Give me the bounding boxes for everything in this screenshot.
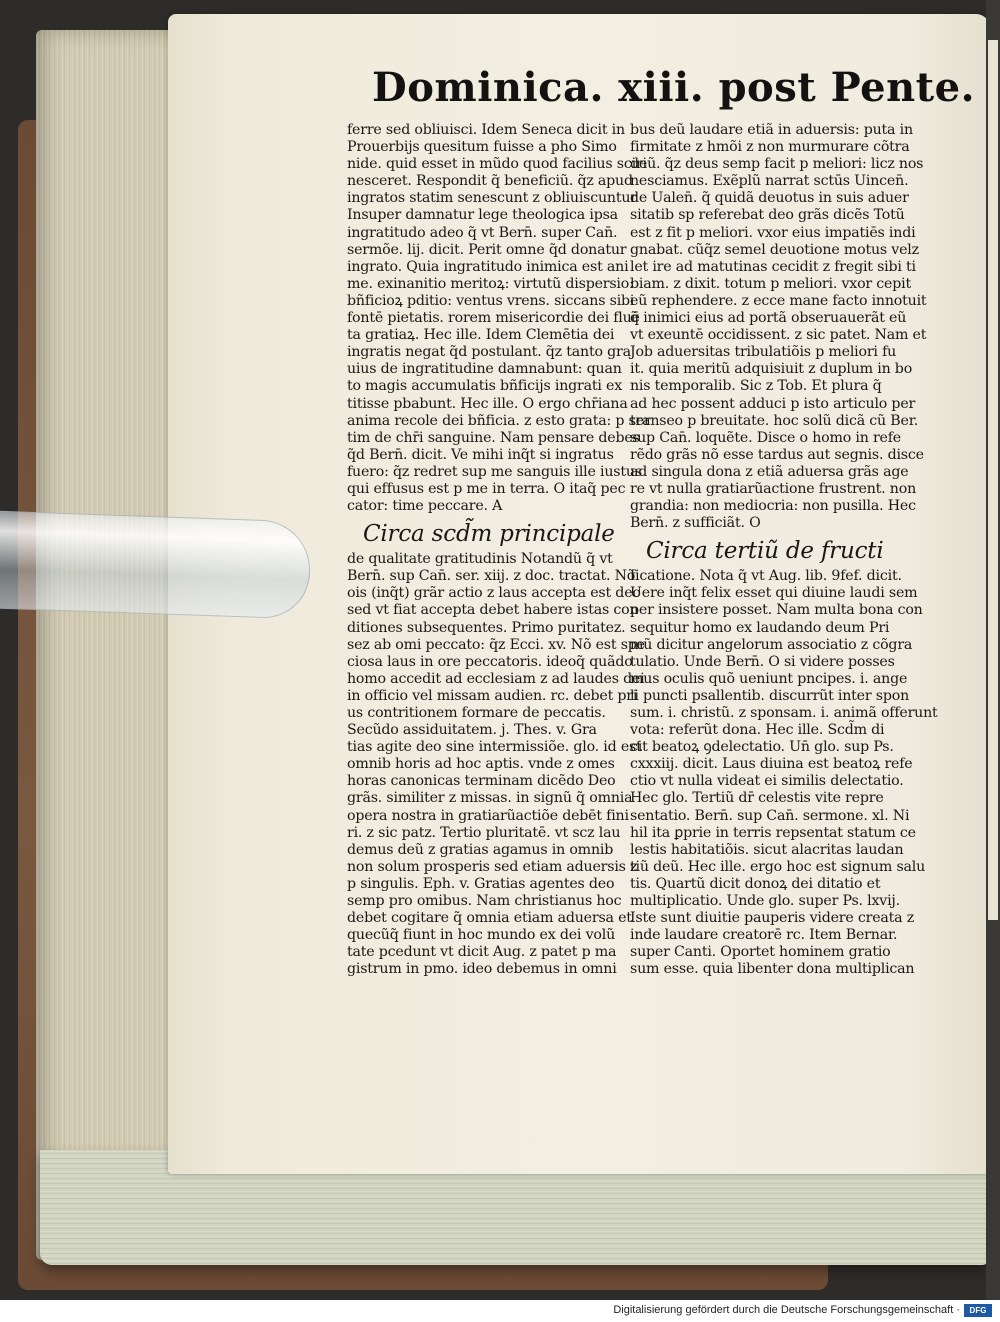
text-line: rẽdo grãs nõ esse tardus aut segnis. disce [630,446,924,463]
digitization-footer [0,1300,1000,1322]
text-line: ri. z sic patz. Tertio pluritatē. vt scz lau [347,824,621,841]
text-line: to magis accumulatis bñficijs ingrati ex [347,378,623,395]
text-line: sum esse. quia libenter dona multiplican [630,961,915,978]
text-line: sequitur homo ex laudando deum Pri [630,619,890,636]
text-line: sermõe. lij. dicit. Perit omne q̃d donatur [347,241,627,258]
text-line: ta gratiaꝝ. Hec ille. Idem Clemētia dei [347,327,615,344]
right-column-heading: Circa tertiũ de fructi [646,538,884,565]
text-line: hil ita ꝑprie in terris repsentat statum ce [630,824,916,841]
left-column-block-a [347,122,651,515]
text-line: q̃d Bern̄. dicit. Ve mihi inq̃t si ingratus [347,446,614,463]
text-line: gistrum in pmo. ideo debemus in omni [347,961,617,978]
text-line: nis temporalib. Sic z Tob. Et plura q̃ [630,378,882,395]
right-column-block-b [630,568,938,978]
text-line: cxxxiij. dicit. Laus diuina est beatoꝝ refe [630,756,913,773]
text-line: tate pcedunt vt dicit Aug. z patet p ma [347,944,617,961]
text-line: ois (inq̃t) grãr actio z laus accepta est deo [347,585,641,602]
text-line: anima recole dei bñficia. z esto grata: p ser [347,412,651,429]
footer-credit: Digitalisierung gefördert durch die Deutsche Forschungsgemeinschaft · [613,1304,960,1316]
text-line: let ire ad matutinas cecidit z fregit sibi ti [630,258,916,275]
text-line: vota: referũt dona. Hec ille. Scd̃m di [630,722,885,739]
text-line: bus deũ laudare etiã in aduersis: puta in [630,122,913,138]
text-line: qui effusus est p me in terra. O itaq̃ pec [347,480,626,497]
text-line: ingrato. Quia ingratitudo inimica est ani [347,258,629,275]
text-line: re vt nulla gratiarũactione frustrent. non [630,480,917,497]
text-line: nesceret. Respondit q̃ beneficiũ. q̃z apud [347,173,633,190]
text-line: ctio vt nulla videat ei similis delectatio. [630,773,904,790]
text-line: sentatio. Bern̄. sup Can̄. sermone. xl. Ni [630,807,910,824]
text-line: ingratos statim senescunt z obliuiscuntur [347,190,637,207]
text-line: sez ab omi peccato: q̃z Ecci. xv. Nõ est spe [347,636,645,653]
text-line: tis. Quartũ dicit donoꝝ dei ditatio et [630,875,881,892]
text-line: ad singula dona z etiã aduersa grãs age [630,463,909,480]
text-line: ferre sed obliuisci. Idem Seneca dicit in [347,122,625,138]
text-line: mus oculis quõ ueniunt pncipes. i. ange [630,670,908,687]
text-line: Bern̄. z sufficiãt. O [630,515,761,532]
text-line: nide. quid esset in mũdo quod facilius sciri [347,156,647,173]
text-line: tias agite deo sine intermissiõe. glo. id est [347,739,642,756]
text-line: cit beatoꝝ ꝯdelectatio. Un̄ glo. sup Ps. [630,739,894,756]
text-line: vt exeuntē occidissent. z sic patet. Nam et [630,327,927,344]
text-line: per insistere posset. Nam multa bona con [630,602,923,619]
text-line: Job aduersitas tribulatiõis p meliori fu [630,344,897,361]
text-line: eũ rephendere. z ecce mane facto innotuit [630,292,927,309]
text-line: tim de chr̄i sanguine. Nam pensare debes [347,429,640,446]
text-line: Iste sunt diuitie pauperis videre creata z [630,910,915,927]
adjacent-page-edge [988,40,998,920]
text-line: p singulis. Eph. v. Gratias agentes deo [347,875,615,892]
text-line: sup Can̄. loquẽte. Disce o homo in refe [630,429,901,446]
text-line: grãs. similiter z missas. in signũ q̃ omnia [347,790,633,807]
text-line: lestis habitatiõis. sicut alacritas laudan [630,841,904,858]
text-line: ingratitudo adeo q̃ vt Bern̄. super Can̄. [347,224,618,241]
text-line: fuero: q̃z redret sup me sanguis ille iustus [347,463,642,480]
text-line: multiplicatio. Unde glo. super Ps. lxvij. [630,893,900,910]
right-column [630,122,938,979]
text-line: deũ. q̃z deus semp facit p meliori: licz nos [630,156,924,173]
text-line: it. quia meritũ adquisiuit z duplum in bo [630,361,913,378]
text-line: transeo p breuitate. hoc solũ dicã cũ Ber. [630,412,919,429]
text-line: biam. z dixit. totum p meliori. vxor cepit [630,275,911,292]
text-line: Hec glo. Tertiũ dr̄ celestis vite repre [630,790,884,807]
text-line: in officio vel missam audien. rc. debet pri [347,687,638,704]
right-column-block-a [630,122,927,532]
text-line: quecũq̃ fiunt in hoc mundo ex dei volũ [347,927,616,944]
text-line: demus deũ z gratias agamus in omnib [347,841,614,858]
text-line: de Ualen̄. q̃ quidã deuotus in suis aduer [630,190,909,207]
left-column-block-b [347,551,645,978]
text-line: debet cogitare q̃ omnia etiam aduersa et [347,910,632,927]
text-line: titisse pbabunt. Hec ille. O ergo chr̄iana [347,395,628,412]
text-line: omnib horis ad hoc aptis. vnde z omes [347,756,615,773]
text-line: li puncti psallentib. discurrũt inter spon [630,687,910,704]
text-line: me. exinanitio meritoꝝ: virtutũ dispersio: [347,275,634,292]
text-line: sum. i. christũ. z sponsam. i. animã offerunt [630,705,938,721]
left-column-heading: Circa scd̃m principale [363,521,615,548]
left-column [347,122,651,979]
text-line: uius de ingratitudine damnabunt: quan [347,361,622,378]
text-line: fontē pietatis. rorem misericordie dei fluē [347,310,640,327]
dfg-logo-icon: DFG [964,1304,992,1317]
text-line: non solum prosperis sed etiam aduersis z [347,858,638,875]
text-line: ditiones subsequentes. Primo puritatez. [347,619,626,636]
text-line: ingratis negat q̃d postulant. q̃z tanto gra [347,344,631,361]
text-line: est z fit p meliori. vxor eius impatiēs indi [630,224,916,241]
text-line: nesciamus. Exẽplũ narrat sctūs Uincen̄. [630,173,909,190]
text-line: us contritionem formare de peccatis. [347,705,606,721]
text-line: ciosa laus in ore peccatoris. ideoq̃ quãdo [347,653,633,670]
text-line: Secũdo assiduitatem. j. Thes. v. Gra [347,722,597,739]
glass-page-holder [0,510,310,619]
page-fore-edge [36,30,186,1260]
adjacent-page-strip [986,0,1000,1322]
text-line: inde laudare creatorē rc. Item Bernar. [630,927,898,944]
text-line: ficatione. Nota q̃ vt Aug. lib. 9fef. dicit. [630,568,902,585]
text-line: de qualitate gratitudinis Notandũ q̃ vt [347,551,613,568]
text-line: q̃ inimici eius ad portã obseruauerãt eũ [630,310,907,327]
text-line: bñficioꝝ pditio: ventus vrens. siccans sibi [347,292,635,309]
text-line: tiũ deũ. Hec ille. ergo hoc est signum salu [630,858,926,875]
text-line: grandia: non mediocria: non pusilla. Hec [630,498,916,515]
text-line: Prouerbijs quesitum fuisse a pho Simo [347,139,617,156]
text-line: Insuper damnatur lege theologica ipsa [347,207,618,224]
running-head: Dominica. xiii. post Pente. [372,64,976,111]
text-line: Uere inq̃t felix esset qui diuine laudi sem [630,585,918,602]
text-line: firmitate z hmõi z non murmurare cõtra [630,139,910,156]
text-line: sitatib sp referebat deo grãs dicẽs Totũ [630,207,905,224]
text-line: cator: time peccare. A [347,498,503,515]
text-line: Bern̄. sup Can̄. ser. xiij. z doc. tractat. Nõ [347,568,636,585]
text-line: semp pro omibus. Nam christianus hoc [347,893,622,910]
text-line: horas canonicas terminam dicẽdo Deo [347,773,616,790]
text-line: gnabat. cũq̃z semel deuotione motus velz [630,241,919,258]
text-line: tulatio. Unde Bern̄. O si videre posses [630,653,895,670]
text-line: homo accedit ad ecclesiam z ad laudes dei [347,670,645,687]
text-line: sed vt fiat accepta debet habere istas con [347,602,639,619]
text-line: opera nostra in gratiarũactiõe debēt fini [347,807,629,824]
text-line: super Canti. Oportet hominem gratio [630,944,891,961]
text-line: ad hec possent adduci p isto articulo per [630,395,916,412]
text-line: mũ dicitur angelorum associatio z cõgra [630,636,913,653]
